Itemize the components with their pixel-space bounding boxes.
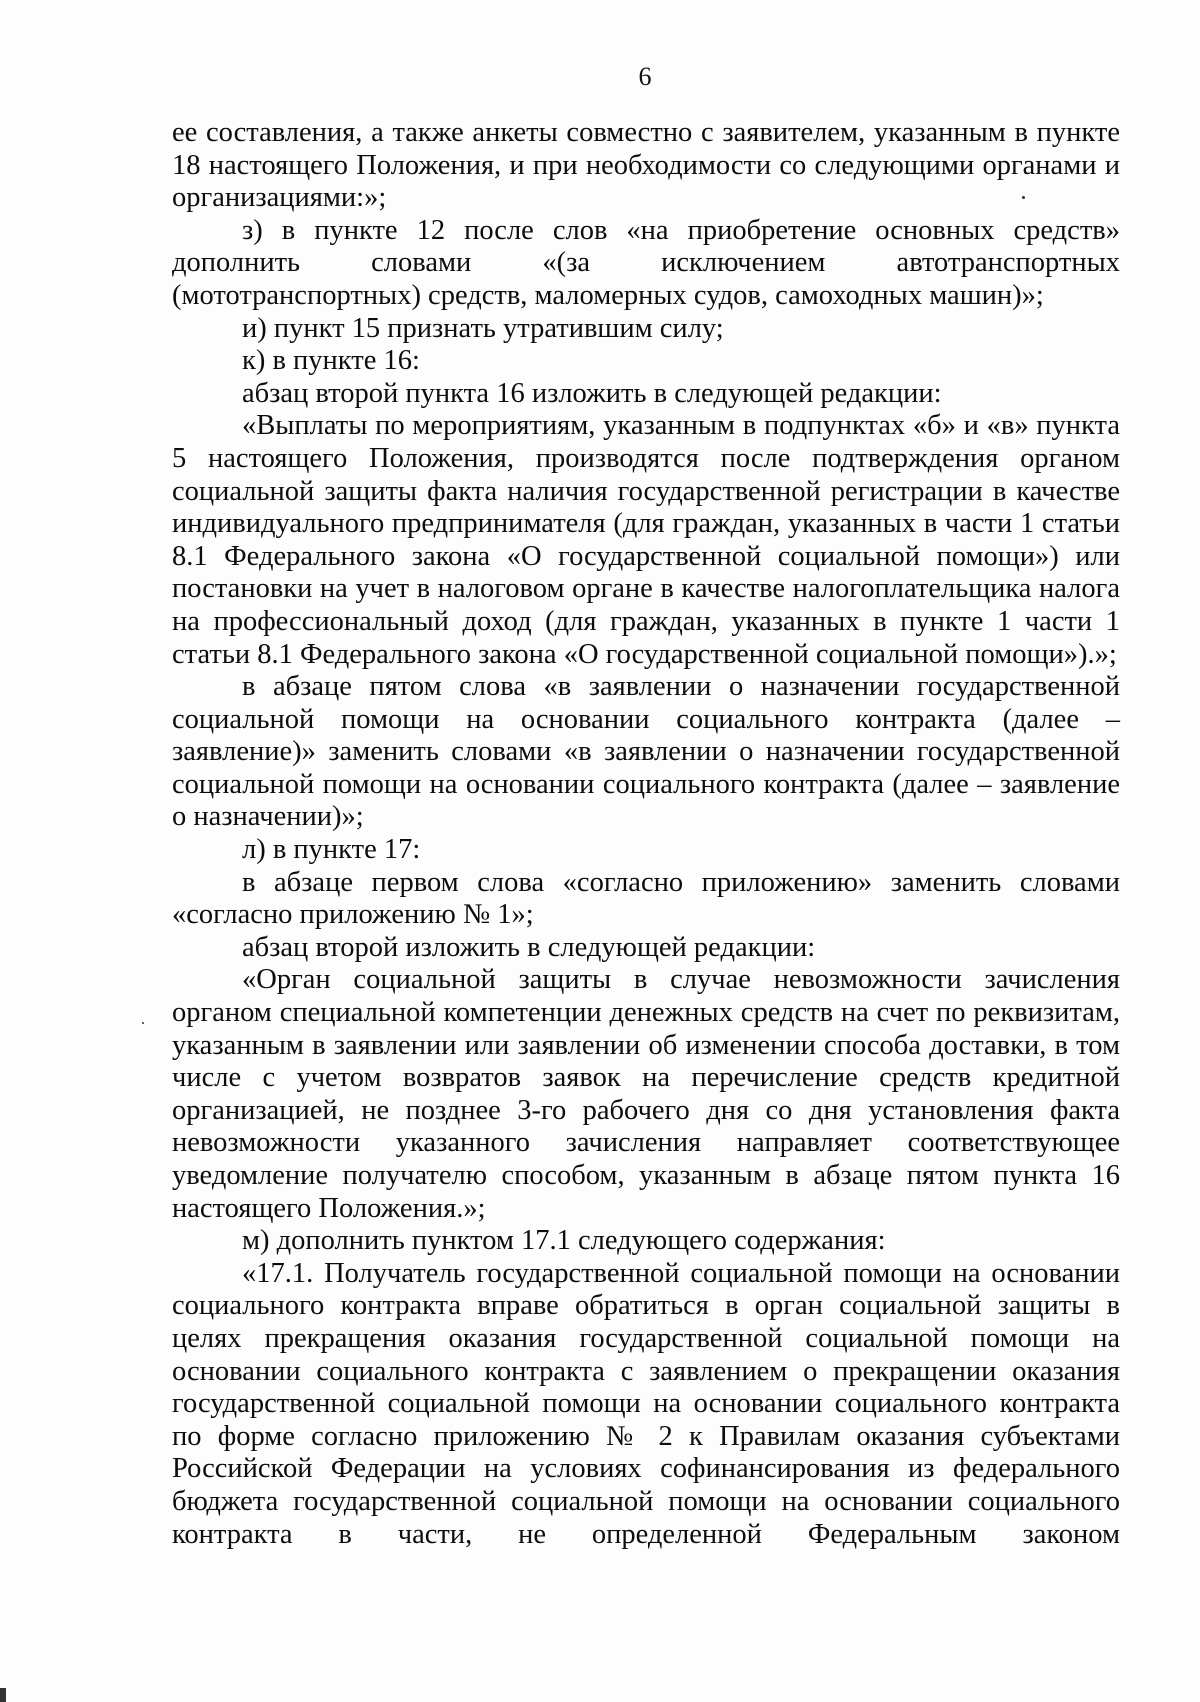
paragraph-item-l-first: в абзаце первом слова «согласно приложению» заменить словами «согласно приложению № 1»; [172, 866, 1120, 931]
document-body [172, 117, 1120, 1551]
paragraph-item-m: м) дополнить пунктом 17.1 следующего содержания: [242, 1225, 886, 1257]
paragraph-item-m-quote: «17.1. Получатель государственной социальной помощи на основании социального контракта вправе обратиться в орган социальной защиты в целях прекращения оказания государственной социальной помощи на основании социального контракта с заявлением о прекращении оказания государственной социальной помощи на основании социального контракта по форме согласно приложению № 2 к Правилам оказания субъектами Российской Федерации на условиях софинансирования из федерального бюджета государственной социальной помощи на основании социального контракта в части, не определенной Федеральным законом [172, 1257, 1120, 1550]
paragraph-item-k-quote: «Выплаты по мероприятиям, указанным в подпунктах «б» и «в» пункта 5 настоящего Положения, производятся после подтверждения органом социальной защиты факта наличия государственной регистрации в качестве индивидуального предпринимателя (для граждан, указанных в части 1 статьи 8.1 Федерального закона «О государственной социальной помощи») или постановки на учет в налоговом органе в качестве налогоплательщика налога на профессиональный доход (для граждан, указанных в пункте 1 части 1 статьи 8.1 Федерального закона «О государственной социальной помощи»).»; [172, 410, 1120, 670]
paragraph-item-l-quote: «Орган социальной защиты в случае невозможности зачисления органом специальной компетенции денежных средств на счет по реквизитам, указанным в заявлении или заявлении об изменении способа доставки, в том числе с учетом возвратов заявок на перечисление средств кредитной организацией, не позднее 3-го рабочего дня со дня установления факта невозможности указанного зачисления направляет соответствующее уведомление получателю способом, указанным в абзаце пятом пункта 16 настоящего Положения.»; [172, 964, 1120, 1224]
scan-speck [1022, 196, 1025, 199]
paragraph-item-z: з) в пункте 12 после слов «на приобретение основных средств» дополнить словами «(за исключением автотранспортных (мототранспортных) средств, маломерных судов, самоходных машин)»; [172, 214, 1120, 311]
paragraph-item-k: к) в пункте 16: [242, 345, 420, 377]
scan-speck [0, 1688, 6, 1702]
paragraph-item-l-second-intro: абзац второй изложить в следующей редакции: [242, 931, 816, 963]
page-number: 6 [638, 62, 652, 91]
paragraph-item-l: л) в пункте 17: [242, 834, 421, 866]
scan-speck [142, 1022, 144, 1024]
paragraph-item-k-intro: абзац второй пункта 16 изложить в следующей редакции: [242, 377, 942, 409]
paragraph-item-i: и) пункт 15 признать утратившим силу; [242, 312, 724, 344]
paragraph-continuation: ее составления, а также анкеты совместно с заявителем, указанным в пункте 18 настоящего Положения, и при необходимости со следующими органами и организациями:»; [172, 117, 1120, 214]
paragraph-item-k-fifth: в абзаце пятом слова «в заявлении о назначении государственной социальной помощи на основании социального контракта (далее – заявление)» заменить словами «в заявлении о назначении государственной социальной помощи на основании социального контракта (далее – заявление о назначении)»; [172, 671, 1120, 833]
